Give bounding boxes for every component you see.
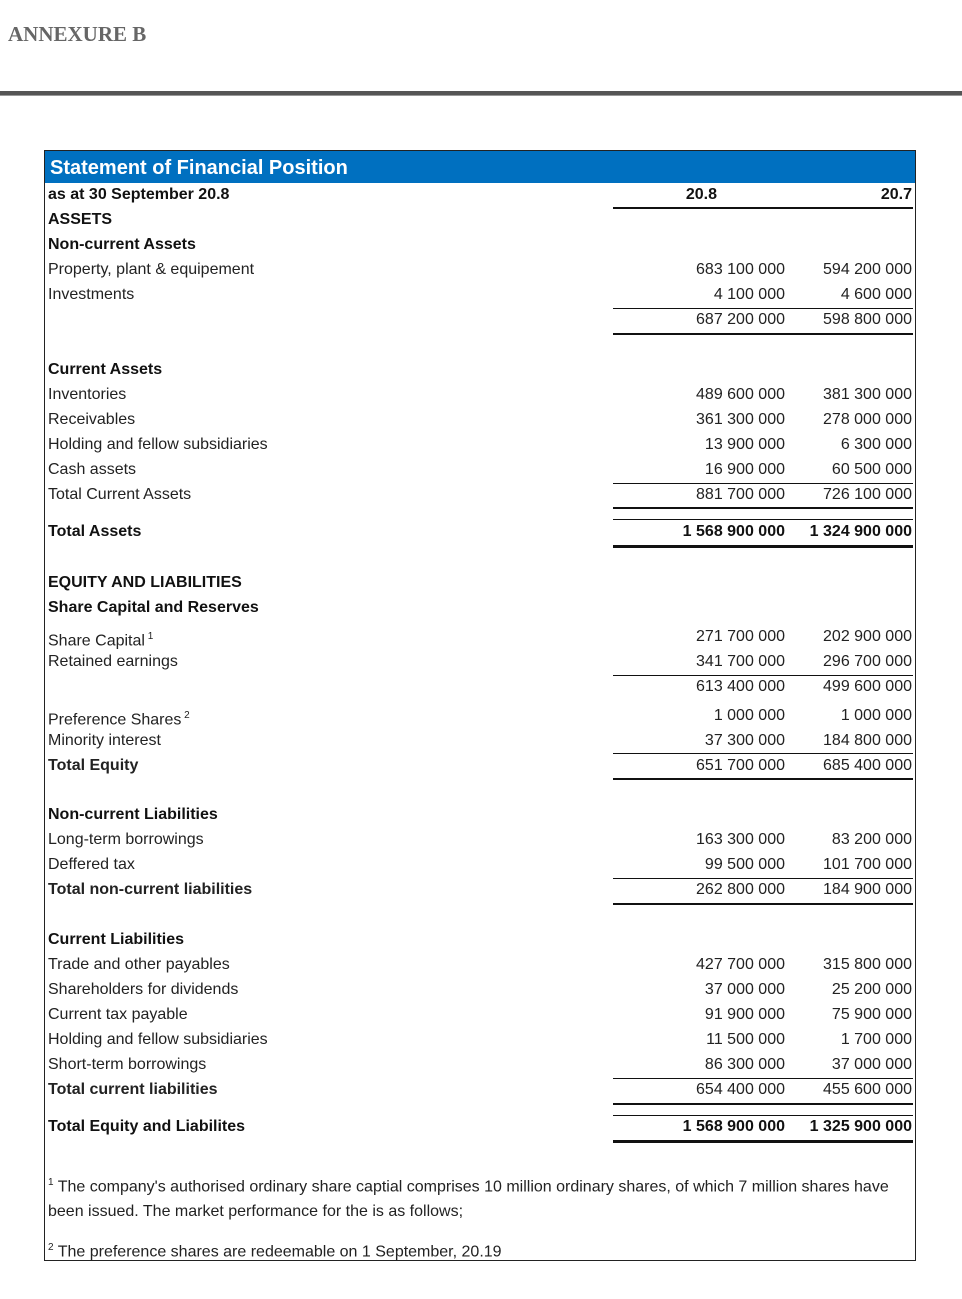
row-label xyxy=(48,571,242,595)
value-20-8: 271 700 000 xyxy=(696,628,785,645)
row-label xyxy=(48,754,138,778)
row-label xyxy=(48,853,135,877)
row-label-text: Total current liabilities xyxy=(48,1081,218,1098)
row-label xyxy=(48,928,184,952)
value-20-8: 489 600 000 xyxy=(696,386,785,403)
row-label xyxy=(48,283,134,307)
table-row xyxy=(45,729,915,753)
row-label-text: Total Equity xyxy=(48,757,139,774)
row-label xyxy=(48,483,191,507)
footnote-marker: 1 xyxy=(48,1177,54,1188)
value-20-7: 1 325 900 000 xyxy=(809,1118,912,1135)
value-20-8: 20.8 xyxy=(685,186,717,203)
value-20-7: 315 800 000 xyxy=(823,956,912,973)
value-20-7: 1 324 900 000 xyxy=(809,523,912,540)
value-20-7: 184 900 000 xyxy=(823,881,912,898)
financial-statement-table xyxy=(44,150,916,1261)
value-20-8: 86 300 000 xyxy=(704,1056,785,1073)
row-label-text: Investments xyxy=(48,286,135,303)
value-20-7: 1 700 000 xyxy=(840,1031,912,1048)
row-label-text: EQUITY AND LIABILITIES xyxy=(48,574,242,591)
value-20-8: 687 200 000 xyxy=(696,311,785,328)
table-row xyxy=(45,878,915,902)
table-row xyxy=(45,1028,915,1052)
table-row xyxy=(45,754,915,778)
value-20-8: 341 700 000 xyxy=(696,653,785,670)
row-label-text: Share Capital xyxy=(48,632,145,650)
value-20-8: 262 800 000 xyxy=(696,881,785,898)
row-label xyxy=(48,183,229,207)
row-label-text: Non-current Liabilities xyxy=(48,806,218,823)
table-row xyxy=(45,803,915,827)
value-20-7: 4 600 000 xyxy=(840,286,912,303)
row-label-text: Preference Shares xyxy=(48,711,182,729)
footnote-text: The preference shares are redeemable on 1 September, 20.19 xyxy=(53,1243,502,1261)
row-label xyxy=(48,596,259,620)
footnote xyxy=(48,1235,908,1264)
row-label xyxy=(48,408,135,432)
underline-rule xyxy=(613,519,913,520)
row-label xyxy=(48,358,162,382)
value-20-8: 91 900 000 xyxy=(704,1006,785,1023)
footnote-marker: 2 xyxy=(181,710,190,721)
underline-rule xyxy=(613,753,913,754)
row-label-text: Deffered tax xyxy=(48,856,135,873)
value-20-7: 75 900 000 xyxy=(831,1006,912,1023)
row-label xyxy=(48,520,141,544)
row-label-text: Current tax payable xyxy=(48,1006,188,1023)
value-20-7: 594 200 000 xyxy=(823,261,912,278)
value-20-8: 1 568 900 000 xyxy=(682,1118,785,1135)
value-20-8: 651 700 000 xyxy=(696,757,785,774)
row-label-text: Shareholders for dividends xyxy=(48,981,239,998)
value-20-7: 726 100 000 xyxy=(823,486,912,503)
table-row xyxy=(45,675,915,699)
value-20-8: 654 400 000 xyxy=(696,1081,785,1098)
footnote xyxy=(48,1170,908,1224)
table-row xyxy=(45,853,915,877)
row-label-text: Total Equity and Liabilites xyxy=(48,1118,246,1135)
table-row xyxy=(45,953,915,977)
annexure-heading: ANNEXURE B xyxy=(8,22,147,46)
value-20-8: 163 300 000 xyxy=(696,831,785,848)
table-row xyxy=(45,258,915,282)
value-20-7: 685 400 000 xyxy=(823,757,912,774)
value-20-7: 499 600 000 xyxy=(823,678,912,695)
row-label xyxy=(48,1078,218,1102)
row-label xyxy=(48,258,254,282)
underline-rule xyxy=(613,308,913,309)
row-label xyxy=(48,953,230,977)
underline-rule xyxy=(613,1140,913,1143)
row-label xyxy=(48,803,218,827)
value-20-7: 83 200 000 xyxy=(831,831,912,848)
row-label-text: Property, plant & equipement xyxy=(48,261,255,278)
table-row xyxy=(45,383,915,407)
underline-rule xyxy=(613,1115,913,1116)
value-20-8: 11 500 000 xyxy=(706,1031,785,1048)
row-label xyxy=(48,1053,206,1077)
row-label xyxy=(48,878,252,902)
row-label-text: Share Capital and Reserves xyxy=(48,599,259,616)
value-20-8: 37 300 000 xyxy=(704,732,785,749)
row-label-text: Short-term borrowings xyxy=(48,1056,207,1073)
value-20-7: 202 900 000 xyxy=(823,628,912,645)
value-20-7: 20.7 xyxy=(880,186,912,203)
value-20-8: 16 900 000 xyxy=(704,461,785,478)
row-label-text: Long-term borrowings xyxy=(48,831,204,848)
table-row xyxy=(45,358,915,382)
value-20-8: 99 500 000 xyxy=(704,856,785,873)
row-label-text: Total Assets xyxy=(48,523,142,540)
row-label-text: Total Current Assets xyxy=(48,486,192,503)
row-label-text: Current Assets xyxy=(48,361,163,378)
row-label-text: Cash assets xyxy=(48,461,137,478)
footnote-text: The company's authorised ordinary share captial comprises 10 million ordinary shares, of which 7 million shares have been issued. The market performance for the is as follows; xyxy=(48,1178,889,1221)
row-label-text: Holding and fellow subsidiaries xyxy=(48,1031,268,1048)
underline-rule xyxy=(613,507,913,509)
value-20-8: 881 700 000 xyxy=(696,486,785,503)
value-20-7: 101 700 000 xyxy=(823,856,912,873)
table-row xyxy=(45,650,915,674)
underline-rule xyxy=(613,1103,913,1105)
row-label-text: Holding and fellow subsidiaries xyxy=(48,436,268,453)
table-row xyxy=(45,283,915,307)
underline-rule xyxy=(613,483,913,484)
row-label-text: Trade and other payables xyxy=(48,956,230,973)
underline-rule xyxy=(613,778,913,780)
table-row xyxy=(45,520,915,544)
table-row xyxy=(45,1053,915,1077)
row-label xyxy=(48,978,238,1002)
table-row xyxy=(45,1003,915,1027)
value-20-8: 683 100 000 xyxy=(696,261,785,278)
value-20-8: 1 000 000 xyxy=(713,707,785,724)
table-row xyxy=(45,828,915,852)
row-label xyxy=(48,233,196,257)
table-row xyxy=(45,928,915,952)
table-row xyxy=(45,483,915,507)
underline-rule xyxy=(613,207,913,209)
table-row xyxy=(45,978,915,1002)
value-20-7: 455 600 000 xyxy=(823,1081,912,1098)
underline-rule xyxy=(613,903,913,905)
value-20-8: 1 568 900 000 xyxy=(682,523,785,540)
footnote-marker: 2 xyxy=(48,1242,54,1253)
row-label-text: Inventories xyxy=(48,386,127,403)
value-20-7: 60 500 000 xyxy=(831,461,912,478)
row-label-text: Current Liabilities xyxy=(48,931,185,948)
table-row xyxy=(45,458,915,482)
value-20-7: 6 300 000 xyxy=(840,436,912,453)
row-label xyxy=(48,650,178,674)
value-20-7: 184 800 000 xyxy=(823,732,912,749)
row-label-text: Total non-current liabilities xyxy=(48,881,253,898)
row-label xyxy=(48,458,136,482)
value-20-7: 296 700 000 xyxy=(823,653,912,670)
underline-rule xyxy=(613,675,913,676)
row-label xyxy=(48,208,112,232)
underline-rule xyxy=(613,333,913,335)
row-label-text: Minority interest xyxy=(48,732,161,749)
value-20-7: 278 000 000 xyxy=(823,411,912,428)
row-label xyxy=(48,1115,245,1139)
value-20-8: 13 900 000 xyxy=(704,436,785,453)
table-row xyxy=(45,183,915,207)
underline-rule xyxy=(613,1078,913,1079)
row-label xyxy=(48,433,268,457)
table-row xyxy=(45,408,915,432)
row-label xyxy=(48,828,204,852)
value-20-8: 4 100 000 xyxy=(713,286,785,303)
value-20-8: 361 300 000 xyxy=(696,411,785,428)
table-row xyxy=(45,571,915,595)
table-row xyxy=(45,1115,915,1139)
value-20-8: 427 700 000 xyxy=(696,956,785,973)
statement-title: Statement of Financial Position xyxy=(45,151,915,183)
table-row xyxy=(45,625,915,649)
table-row xyxy=(45,1078,915,1102)
row-label-text: as at 30 September 20.8 xyxy=(48,186,230,203)
table-row xyxy=(45,433,915,457)
row-label xyxy=(48,1003,188,1027)
divider xyxy=(0,91,962,96)
value-20-7: 598 800 000 xyxy=(823,311,912,328)
value-20-8: 37 000 000 xyxy=(704,981,785,998)
table-row xyxy=(45,596,915,620)
row-label xyxy=(48,729,161,753)
row-label-text: ASSETS xyxy=(48,211,113,228)
table-row xyxy=(45,308,915,332)
footnote-marker: 1 xyxy=(144,631,154,642)
table-row xyxy=(45,208,915,232)
underline-rule xyxy=(613,545,913,548)
underline-rule xyxy=(613,878,913,879)
table-row xyxy=(45,233,915,257)
value-20-7: 25 200 000 xyxy=(831,981,912,998)
table-row xyxy=(45,704,915,728)
row-label xyxy=(48,1028,268,1052)
value-20-7: 381 300 000 xyxy=(823,386,912,403)
value-20-8: 613 400 000 xyxy=(696,678,785,695)
row-label xyxy=(48,383,126,407)
value-20-7: 1 000 000 xyxy=(840,707,912,724)
row-label-text: Receivables xyxy=(48,411,136,428)
row-label-text: Retained earnings xyxy=(48,653,178,670)
row-label-text: Non-current Assets xyxy=(48,236,196,253)
value-20-7: 37 000 000 xyxy=(831,1056,912,1073)
